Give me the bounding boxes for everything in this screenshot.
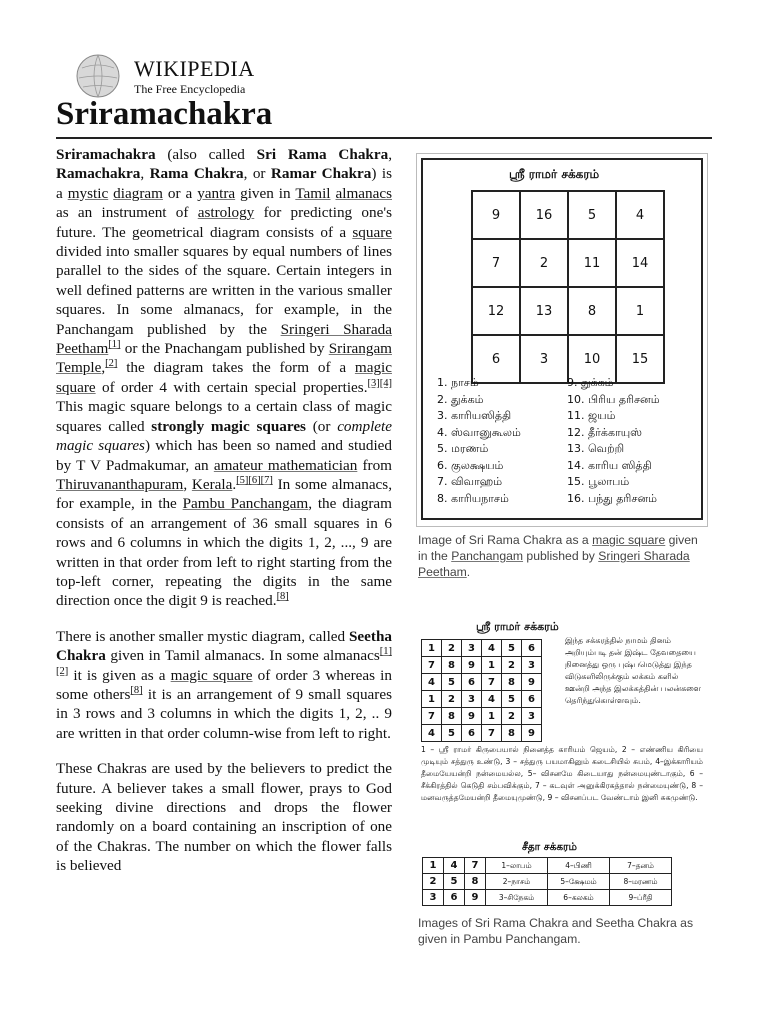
list-item: 14. காரிய ஸித்தி (567, 458, 652, 472)
caption-link-sringeri[interactable]: Sringeri Sharada Peetham (418, 549, 690, 579)
figure-sri-rama-chakra-4x4[interactable] (416, 153, 708, 527)
caption-link-panchangam[interactable]: Panchangam (451, 549, 524, 563)
figure-title: ஸ்ரீ ராமர் சக்கரம் (509, 167, 600, 181)
grid-cell: 2 (520, 239, 568, 287)
grid-cell: 7 (472, 239, 520, 287)
list-item: 11. ஜயம் (567, 409, 616, 422)
link-astrology[interactable]: astrology (197, 204, 255, 222)
article-body (56, 145, 392, 892)
link-pambu-panchangam[interactable]: Pambu Panchangam (182, 495, 309, 513)
list-item: 1. நாசம் (437, 376, 479, 389)
link-magic-square[interactable]: magic square (170, 666, 253, 684)
seetha-chakra-grid: 1 4 7 1–லாபம் 4–பிணி 7–தனம் 2 5 8 2–நாசம் 5–க்ஷேமம் 8–மரணம் 3 6 9 3–சிநேகம் 6–கலகம் 9–ப்ரீதி (422, 857, 672, 906)
grid-cell: 1 (616, 287, 664, 335)
list-item: 16. பந்து தரிசனம் (567, 491, 657, 505)
list-item: 10. பிரிய தரிசனம் (567, 392, 660, 406)
link-srirangam-temple[interactable]: Srirangam Temple (56, 340, 392, 377)
wikipedia-globe-logo[interactable] (72, 52, 124, 100)
link-kerala[interactable]: Kerala (191, 475, 233, 493)
link-almanacs[interactable]: almanacs (335, 184, 393, 202)
site-header (72, 52, 332, 102)
grid-cell: 11 (568, 239, 616, 287)
link-square[interactable]: square (352, 223, 392, 241)
list-item: 8. காரியநாசம் (437, 491, 509, 505)
list-item: 6. குலக்ஷயம் (437, 458, 504, 472)
link-thiruvananthapuram[interactable]: Thiruvananthapuram (56, 475, 184, 493)
grid-cell: 14 (616, 239, 664, 287)
grid-cell: 12 (472, 287, 520, 335)
link-tamil[interactable]: Tamil (295, 184, 331, 202)
list-item: 9. துக்கம் (567, 376, 614, 389)
paragraph-usage: These Chakras are used by the believers to predict the future. A believer takes a small flower, prays to God seeking divine directions and drops the flower randomly on a board containing an inscription of one of the Chakras. The number on which the flower falls is believed (56, 760, 392, 875)
list-item: 12. தீர்க்காயுஸ் (567, 425, 642, 439)
figure-pambu-panchangam-chakras[interactable] (416, 617, 708, 911)
seetha-chakra-title: சீதா சக்கரம் (522, 841, 577, 853)
grid-cell: 3 (520, 335, 568, 383)
title-divider (56, 137, 712, 139)
ref-link[interactable]: [8] (130, 684, 143, 696)
grid-cell: 13 (520, 287, 568, 335)
instructions-text: இந்த சக்கரத்தில் நாமம் தினம் அறியும்படி தன் இஷ்ட தேவதையை நினைத்து ஒரு புஷ்பமெடுத்து இந்த விடுகளிலிருக்கும் லக்கம் களில் ஊன்றி அந்த இலக்கத்தின் பலன்களை தெரிந்துகொள்ளவும். (565, 636, 702, 705)
ref-link[interactable]: [5][6][7] (236, 474, 273, 486)
figure2-caption: Images of Sri Rama Chakra and Seetha Chakra as given in Pambu Panchangam. (418, 916, 694, 946)
grid-cell: 15 (616, 335, 664, 383)
ref-link[interactable]: [8] (276, 591, 289, 603)
link-diagram[interactable]: diagram (113, 184, 163, 202)
ref-link[interactable]: [3][4] (367, 377, 392, 389)
figure-title: ஸ்ரீ ராமர் சக்கரம் (476, 620, 559, 633)
link-sringeri-sharada-peetham[interactable]: Sringeri Sharada Peetham (56, 320, 393, 358)
link-magic-square[interactable]: magic square (56, 359, 392, 396)
list-item: 13. வெற்றி (567, 442, 625, 455)
grid-cell: 16 (520, 191, 568, 239)
ref-link[interactable]: [2] (105, 358, 118, 370)
grid-cell: 6 (472, 335, 520, 383)
list-item: 3. காரியஸித்தி (437, 409, 512, 422)
paragraph-intro: Sriramachakra (also called Sri Rama Chakra, Ramachakra, Rama Chakra, or Ramar Chakra) is a mystic diagram or a yantra given in Tamil almanacs as an instrument of astrology for predicting one's future. The geometrical diagram consists of a square divided into smaller squares by equal numbers of lines parallel to the sides of the square. Certain integers in well defined patterns are written in the various smaller squares. In some almanacs, for example, in the Panchangam published by the Sringeri Sharada Peetham[1] or the Pnachangam published by Srirangam Temple,[2] the diagram takes the form of a magic square of order 4 with certain special properties.[3][4] This magic square belongs to a certain class of magic squares called strongly magic squares (or complete magic squares) which has been so named and studied by T V Padmakumar, an amateur mathematician from Thiruvananthapuram, Kerala.[5][6][7] In some almanacs, for example, in the Pambu Panchangam, the diagram consists of an arrangement of 36 small squares in 6 rows and 6 columns in which the digits 1, 2, ..., 9 are written in that order from left to right starting from the top-left corner, repeating the digits in the same direction once the digit 9 is reached.[8] (56, 146, 393, 610)
ref-link[interactable]: [1][2] (56, 646, 392, 677)
grid-cell: 9 (472, 191, 520, 239)
rama-chakra-6x6-grid: 1 2 3 4 5 6 7 8 9 1 2 3 4 5 6 7 8 9 1 2 3 4 5 6 7 8 9 1 2 3 4 5 6 7 8 9 (421, 639, 542, 742)
page-title: Sriramachakra (56, 96, 273, 132)
list-item: 15. பூலாபம் (567, 475, 630, 488)
wikipedia-wordmark[interactable]: WIKIPEDIA (134, 56, 255, 81)
results-legend: 1 – ஸ்ரீ ராமர் கிருபையால் நினைத்த காரியம் ஜெயம், 2 – எண்ணிய கிரியை முடியும் சத்துரு உண்டு, 3 – சத்துரு பயமாகினும் கடைசியில் சுபம், 4–இக்காரியம் தீமையேயன்றி நன்மையல்ல, 5– விசனமே கிடையாது நன்மையுண்டாகும், 6 – சீக்கிரத்தில் கெடுதி சம்பவிக்கும், 7 – கடவுள் அனுக்கிரகத்தால் நன்மையுண்டு, 8 – மனவருத்தமேயன்றி தீமையுமுண்டு, 9 – விசனப்பட வேண்டாம் இனி சுகமுண்டு. (421, 745, 703, 802)
list-item: 5. மரணம் (437, 442, 489, 455)
figure1-caption: Image of Sri Rama Chakra as a magic square given in the Panchangam published by Sringeri Sharada Peetham. (418, 533, 698, 579)
ref-link[interactable]: [1] (108, 339, 121, 350)
grid-cell: 5 (568, 191, 616, 239)
list-item: 7. விவாஹம் (437, 475, 503, 488)
link-amateur-mathematician[interactable]: amateur mathematician (213, 456, 358, 474)
list-item: 4. ஸ்வானுகூலம் (437, 425, 521, 439)
link-yantra[interactable]: yantra (197, 184, 236, 202)
grid-cell: 8 (568, 287, 616, 335)
figure-frame (421, 158, 703, 520)
grid-cell: 10 (568, 335, 616, 383)
paragraph-seetha-chakra: There is another smaller mystic diagram, called Seetha Chakra given in Tamil almanacs. In some almanacs[1][2] it is given as a magic square of order 3 whereas in some others[8] it is an arrangement of 9 small squares in 3 rows and 3 columns in which the digits 1, 2, .. 9 are written in that order column-wise from left to right. (56, 627, 393, 742)
link-mystic[interactable]: mystic (67, 184, 109, 202)
caption-link-magic-square[interactable]: magic square (592, 533, 666, 547)
wikipedia-tagline: The Free Encyclopedia (134, 82, 246, 96)
list-item: 2. துக்கம் (437, 392, 484, 406)
magic-square-grid (471, 190, 665, 384)
bold-term: Sriramachakra (56, 146, 156, 163)
grid-cell: 4 (616, 191, 664, 239)
